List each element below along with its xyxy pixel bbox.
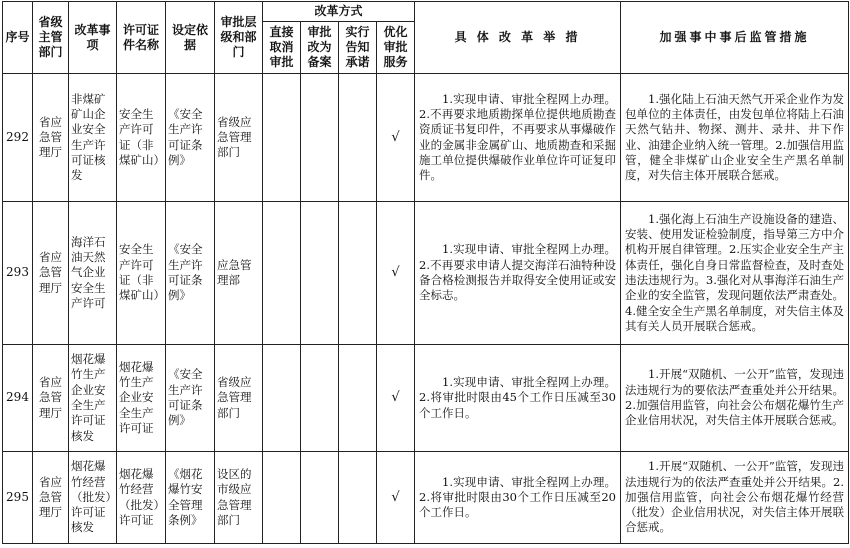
row-optimize-check: √ — [377, 202, 415, 345]
row-level: 省级应急管理部门 — [215, 74, 263, 202]
reform-table — [2, 1, 849, 544]
row-notify — [339, 345, 377, 452]
row-seq: 293 — [3, 202, 33, 345]
header-seq: 序号 — [3, 2, 33, 74]
row-level: 设区的市级应急管理部门 — [215, 452, 263, 544]
row-basis: 《安全生产许可证条例》 — [166, 74, 215, 202]
row-seq: 295 — [3, 452, 33, 544]
table-row — [3, 74, 849, 202]
header-basis: 设定依据 — [166, 2, 215, 74]
header-notify: 实行告知承诺 — [339, 22, 377, 74]
header-supervision: 加强事中事后监管措施 — [621, 2, 849, 74]
row-supervision: 1.开展“双随机、一公开”监管，发现违法违规行为的要依法严查重处并公开结果。2.加强信用监管，向社会公布烟花爆竹生产企业信用状况，对失信主体开展联合惩戒。 — [621, 345, 849, 452]
header-measures: 具 体 改 革 举 措 — [415, 2, 621, 74]
row-supervision: 1.强化海上石油生产设施设备的建造、安装、使用发证检验制度，指导第三方中介机构开展自律管理。2.压实企业安全生产主体责任，强化自身日常监督检查，及时查处违法违规行为。3.强化对从事海洋石油生产企业的安全监管，发现问题依法严肃查处。4.健全安全生产黑名单制度，对失信主体及其有关人员开展联合惩戒。 — [621, 202, 849, 345]
row-dept: 省应急管理厅 — [33, 452, 69, 544]
row-supervision: 1.强化陆上石油天然气开采企业作为发包单位的主体责任，由发包单位将陆上石油天然气钻井、物探、测井、录井、井下作业、油建企业纳入统一管理。2.加强信用监管，健全非煤矿山企业安全生产黑名单制度，对失信主体开展联合惩戒。 — [621, 74, 849, 202]
row-record — [301, 202, 339, 345]
row-basis: 《安全生产许可证条例》 — [166, 345, 215, 452]
row-basis: 《安全生产许可证条例》 — [166, 202, 215, 345]
row-record — [301, 452, 339, 544]
row-notify — [339, 452, 377, 544]
row-item: 烟花爆竹生产企业安全生产许可证核发 — [69, 345, 117, 452]
row-seq: 292 — [3, 74, 33, 202]
row-cancel — [263, 202, 301, 345]
row-measures: 1.实现申请、审批全程网上办理。2.不再要求地质勘探单位提供地质勘查资质证书复印件，不再要求从事爆破作业的金属非金属矿山、地质勘查和采掘施工单位提供爆破作业单位许可证复印件。 — [415, 74, 621, 202]
row-measures: 1.实现申请、审批全程网上办理。2.将审批时限由45个工作日压减至30个工作日。 — [415, 345, 621, 452]
row-measures: 1.实现申请、审批全程网上办理。2.不再要求申请人提交海洋石油特种设备合格检测报告并取得安全使用证或安全标志。 — [415, 202, 621, 345]
row-item: 烟花爆竹经营（批发）许可证核发 — [69, 452, 117, 544]
table-row — [3, 202, 849, 345]
row-notify — [339, 202, 377, 345]
header-record: 审批改为备案 — [301, 22, 339, 74]
header-optimize: 优化审批服务 — [377, 22, 415, 74]
header-row-1 — [3, 2, 849, 22]
row-record — [301, 74, 339, 202]
header-item: 改革事项 — [69, 2, 117, 74]
row-item: 非煤矿矿山企业安全生产许可证核发 — [69, 74, 117, 202]
row-measures: 1.实现申请、审批全程网上办理。2.将审批时限由30个工作日压减至20个工作日。 — [415, 452, 621, 544]
row-notify — [339, 74, 377, 202]
header-level: 审批层级和部门 — [215, 2, 263, 74]
row-supervision: 1.开展“双随机、一公开”监管，发现违法违规行为的依法严查重处并公开结果。2.加强信用监管，向社会公布烟花爆竹经营（批发）企业信用状况，对失信主体开展联合惩戒。 — [621, 452, 849, 544]
header-cancel: 直接取消审批 — [263, 22, 301, 74]
row-dept: 省应急管理厅 — [33, 345, 69, 452]
header-mode-group: 改革方式 — [263, 2, 415, 22]
row-optimize-check: √ — [377, 452, 415, 544]
header-dept: 省级主管部门 — [33, 2, 69, 74]
row-item: 海洋石油天然气企业安全生产许可 — [69, 202, 117, 345]
row-cert: 烟花爆竹经营（批发）许可证 — [117, 452, 166, 544]
row-level: 省级应急管理部门 — [215, 345, 263, 452]
row-cert: 烟花爆竹生产企业安全生产许可证 — [117, 345, 166, 452]
row-basis: 《烟花爆竹安全管理条例》 — [166, 452, 215, 544]
row-record — [301, 345, 339, 452]
row-cert: 安全生产许可证（非煤矿山） — [117, 202, 166, 345]
row-cert: 安全生产许可证（非煤矿山） — [117, 74, 166, 202]
row-optimize-check: √ — [377, 345, 415, 452]
table-row — [3, 452, 849, 544]
row-dept: 省应急管理厅 — [33, 74, 69, 202]
table-row — [3, 345, 849, 452]
row-seq: 294 — [3, 345, 33, 452]
row-level: 应急管理部 — [215, 202, 263, 345]
header-cert: 许可证件名称 — [117, 2, 166, 74]
row-dept: 省应急管理厅 — [33, 202, 69, 345]
row-cancel — [263, 452, 301, 544]
row-cancel — [263, 74, 301, 202]
row-optimize-check: √ — [377, 74, 415, 202]
row-cancel — [263, 345, 301, 452]
